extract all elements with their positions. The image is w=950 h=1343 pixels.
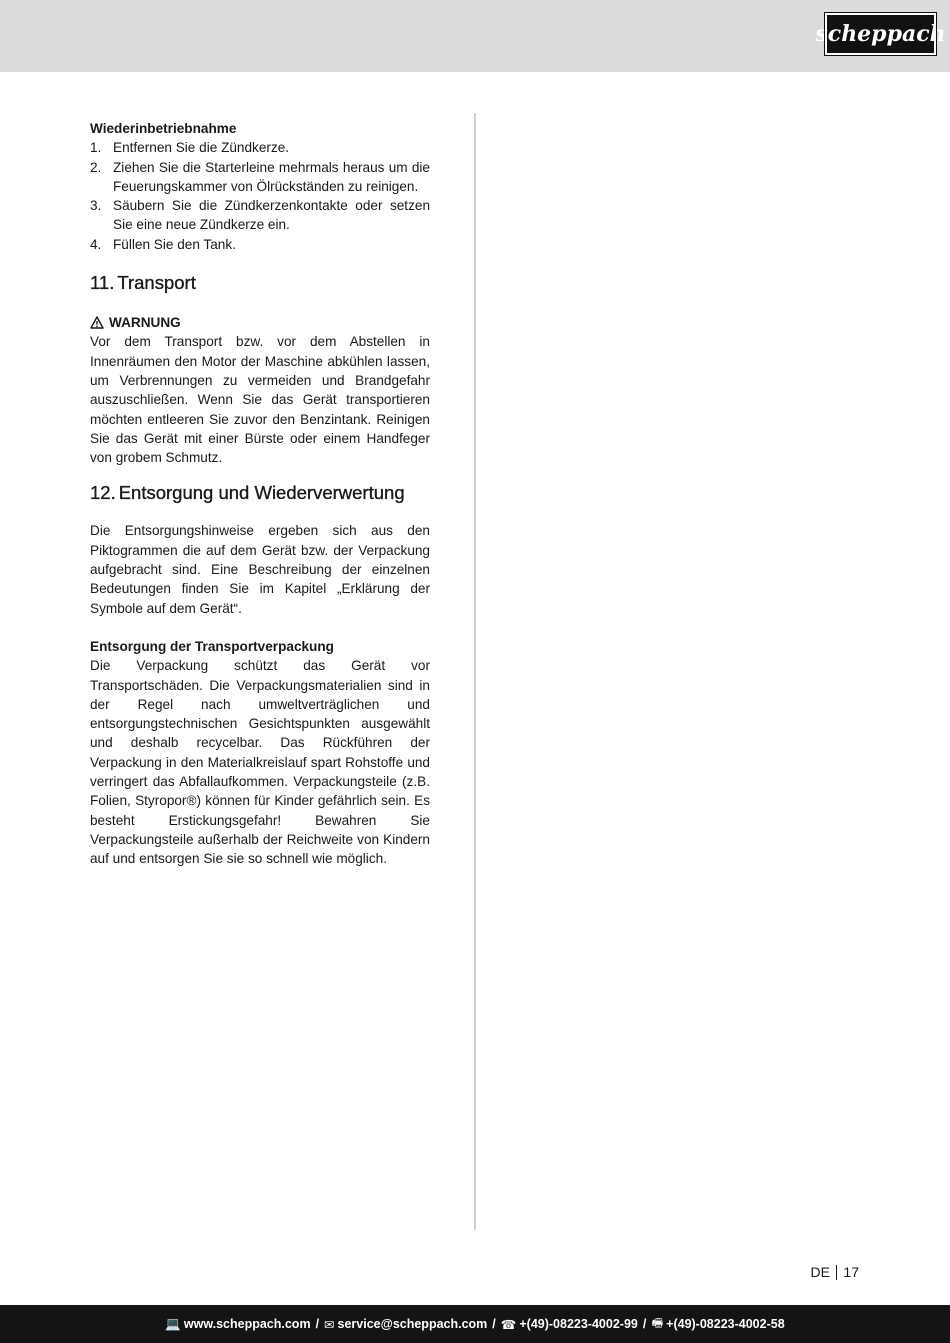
- section-title-disposal: 12. Entsorgung und Wiederverwertung: [90, 482, 405, 504]
- main-column: [90, 119, 430, 869]
- disposal-intro: Die Entsorgungshinweise ergeben sich aus den Piktogrammen die auf dem Gerät bzw. der Verpackung aufgebracht sind. Eine Beschreibung der einzelnen Bedeutungen finden Sie im Kapitel „Erklärung der Symbole auf dem Gerät“.: [90, 523, 430, 616]
- scheppach-logo: scheppach: [825, 13, 936, 55]
- mail-icon: ✉: [324, 1317, 335, 1332]
- list-item: 1. Entfernen Sie die Zündkerze.: [90, 140, 290, 156]
- transport-text: Vor dem Transport bzw. vor dem Abstellen in Innenräumen den Motor der Maschine abkühlen lassen, um Verbrennungen zu vermeiden und Brandgefahr auszuschließen. Wenn Sie das Gerät transportieren möchten entleeren Sie zuvor den Benzintank. Reinigen Sie das Gerät mit einer Bürste oder einem Handfeger von grobem Schmutz.: [90, 334, 430, 466]
- phone-number: +(49)-08223-4002-99: [519, 1317, 638, 1331]
- header-band: [0, 0, 950, 72]
- section-title-transport: 11. Transport: [90, 272, 196, 294]
- warning-label: WARNUNG: [90, 313, 430, 332]
- footer-contact-bar: 💻 www.scheppach.com / ✉ service@scheppach.com / ☎ +(49)-08223-4002-99 / 🖷 +(49)-08223-4002-58: [0, 1305, 950, 1343]
- recommissioning-steps: [90, 138, 430, 254]
- page-number-separator: [836, 1265, 838, 1280]
- list-item: 3. Säubern Sie die Zündkerzenkontakte oder setzen Sie eine neue Zündkerze ein.: [90, 198, 430, 233]
- column-divider: [474, 113, 476, 1230]
- warning-triangle-icon: [90, 316, 104, 329]
- computer-icon: 💻: [165, 1316, 181, 1331]
- fax-number: +(49)-08223-4002-58: [666, 1317, 785, 1331]
- website-link[interactable]: www.scheppach.com: [183, 1317, 311, 1331]
- phone-icon: ☎: [500, 1317, 517, 1332]
- list-item: 4. Füllen Sie den Tank.: [90, 236, 236, 252]
- packaging-heading: Entsorgung der Transportverpackung: [90, 638, 334, 654]
- list-item: 2. Ziehen Sie die Starterleine mehrmals heraus um die Feuerungskammer von Ölrückständen zu reinigen.: [90, 159, 430, 194]
- packaging-text: Die Verpackung schützt das Gerät vor Transportschäden. Die Verpackungsmaterialien sind in der Regel nach umweltverträglichen und entsorgungstechnischen Gesichtspunkten ausgewählt und deshalb recycelbar. Das Rückführen der Verpackung in den Materialkreislauf spart Rohstoffe und verringert das Abfallaufkommen. Verpackungsteile (z.B. Folien, Styropor®) können für Kinder gefährlich sein. Es besteht Erstickungsgefahr! Bewahren Sie Verpackungsteile außerhalb der Reichweite von Kindern auf und entsorgen Sie sie so schnell wie möglich.: [90, 658, 430, 867]
- email-link[interactable]: service@scheppach.com: [337, 1317, 488, 1331]
- recommissioning-heading: Wiederinbetriebnahme: [90, 121, 237, 136]
- fax-icon: 🖷: [651, 1315, 664, 1330]
- page-number: DE 17: [810, 1264, 859, 1280]
